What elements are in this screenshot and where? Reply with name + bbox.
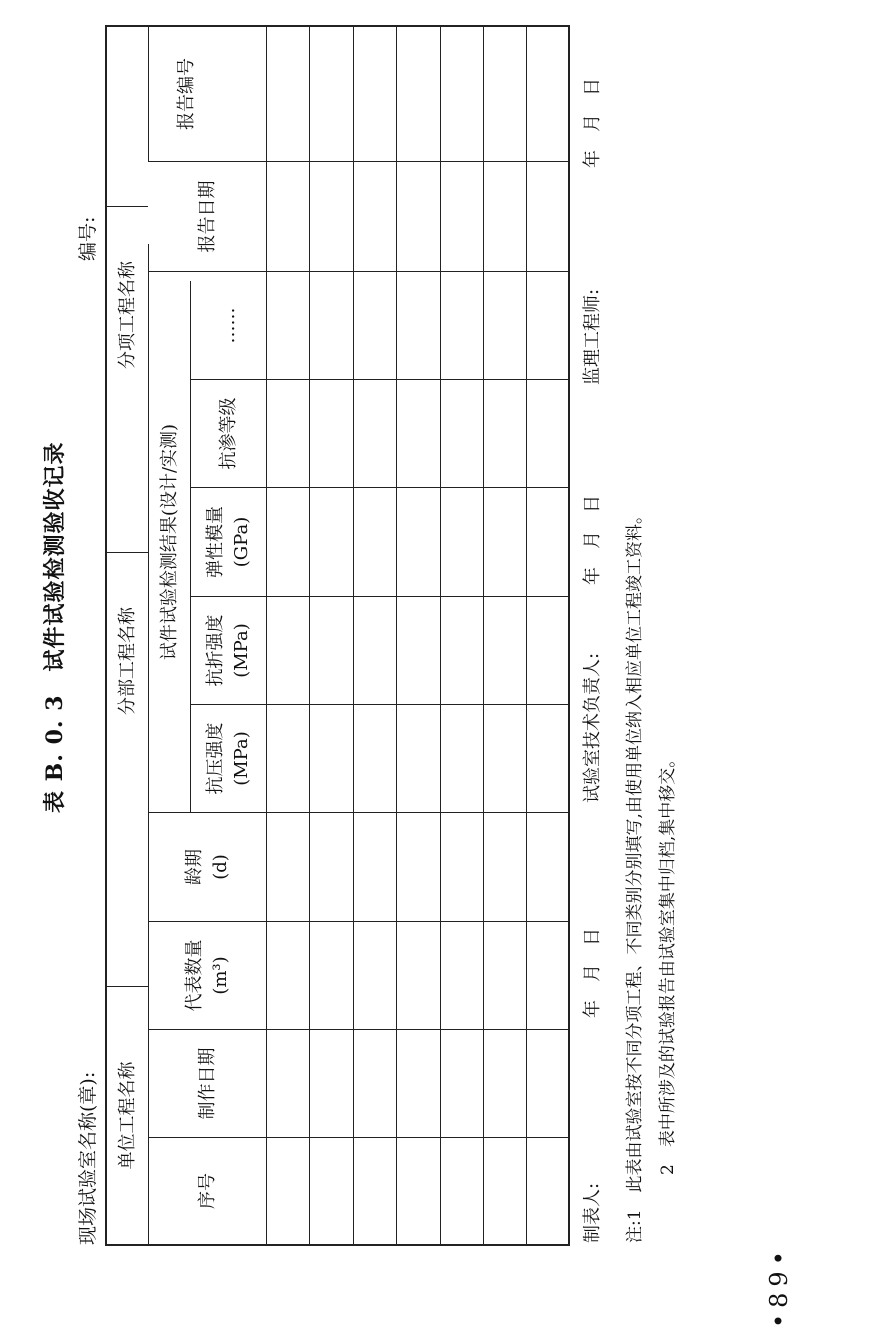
col-elastic-label: 弹性模量	[205, 506, 227, 578]
note-1: 注:1 此表由试验室按不同分项工程、不同类别分别填写,由使用单位纳入相应单位工程竣工资料。	[625, 507, 645, 1243]
col-compressive-label: 抗压强度	[205, 722, 227, 795]
col-elastic	[191, 488, 266, 596]
bullet-right: •	[765, 1245, 793, 1266]
maker-date: 年 月 日	[582, 928, 603, 1018]
maker-label: 制表人:	[582, 1182, 603, 1243]
subitem-project-label: 分项工程名称	[116, 261, 138, 369]
col-quantity	[149, 922, 266, 1029]
col-quantity-unit: (m³)	[209, 956, 231, 995]
col-ellipsis: ……	[217, 307, 239, 344]
supervisor-label: 监理工程师:	[582, 288, 603, 385]
col-impermeability: 抗渗等级	[217, 397, 239, 470]
page-number	[765, 1245, 793, 1328]
bullet-left: •	[765, 1307, 793, 1328]
col-make-date: 制作日期	[196, 1047, 218, 1120]
division-project-label: 分部工程名称	[116, 607, 138, 715]
unit-project-label: 单位工程名称	[116, 1061, 138, 1170]
table-title: 表 B. 0. 3 试件试验检测验收记录	[42, 441, 68, 813]
lab-name-label: 现场试验室名称(章):	[77, 1071, 99, 1245]
supervisor-date: 年 月 日	[582, 78, 603, 168]
page-number-value: 89	[765, 1265, 793, 1308]
lab-tech-label: 试验室技术负责人:	[582, 652, 603, 803]
col-flexural	[191, 597, 266, 704]
col-seq: 序号	[196, 1173, 218, 1209]
col-compressive-unit: (MPa)	[230, 731, 252, 786]
col-flexural-unit: (MPa)	[230, 623, 252, 678]
col-report-date: 报告日期	[196, 180, 218, 253]
col-elastic-unit: (GPa)	[230, 516, 252, 568]
lab-tech-date: 年 月 日	[582, 495, 603, 585]
col-age-label: 龄期	[184, 849, 206, 885]
col-flexural-label: 抗折强度	[205, 614, 227, 687]
col-age-unit: (d)	[209, 854, 231, 880]
col-results-group: 试件试验检测结果(设计/实测)	[158, 423, 180, 661]
col-age	[149, 813, 266, 921]
col-report-no: 报告编号	[175, 58, 197, 130]
note-2: 2 表中所涉及的试验报告由试验室集中归档,集中移交。	[658, 750, 678, 1175]
number-label: 编号:	[77, 216, 99, 261]
col-compressive	[191, 705, 266, 812]
col-quantity-label: 代表数量	[184, 939, 206, 1012]
